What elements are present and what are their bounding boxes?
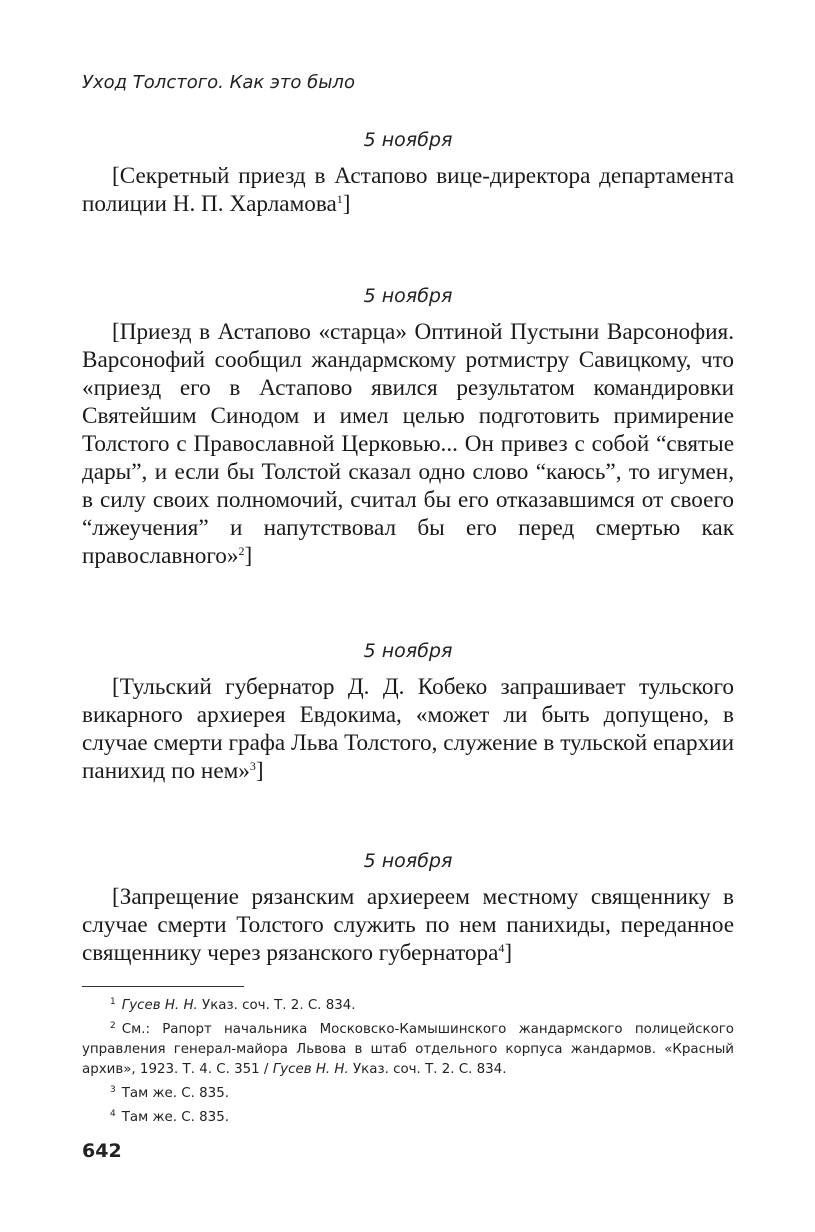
entry-date: 5 ноября xyxy=(363,850,453,872)
entry-tail: ] xyxy=(244,543,253,569)
footnote-text: См.: Рапорт начальника Московско-Камышинского жандармского полицейского управления генерал-майора Львова в штаб отдельного корпуса жандармов. «Красный архив», 1923. Т. 4. С. 351 / xyxy=(82,1022,734,1077)
entry-text xyxy=(82,162,734,218)
footnote-number: 3 xyxy=(110,1085,116,1095)
footnote-text: Там же. С. 835. xyxy=(121,1086,229,1101)
entry-body: [Приезд в Астапово «старца» Оптиной Пустыни Варсонофия. Варсонофий сообщил жандармскому ротмистру Савицкому, что «приезд его в Астапово явился результатом командировки Святейшим Синодом и имел целью подготовить примирение Толстого с Православной Церковью... Он привез с собой “святые дары”, и если бы Толстой сказал одно слово “каюсь”, то игумен, в силу своих полномочий, считал бы его отказавшимся от своего “лжеучения” и напутствовал бы его перед смертью как православного» xyxy=(82,319,734,569)
footnote-text: Указ. соч. Т. 2. С. 834. xyxy=(348,1062,507,1077)
entry-4 xyxy=(82,847,734,967)
footnote-item xyxy=(82,1084,734,1104)
footnote-item xyxy=(82,1020,734,1080)
footnote-item xyxy=(82,996,734,1016)
entry-text xyxy=(82,883,734,967)
page-number: 642 xyxy=(82,1140,122,1162)
entry-1 xyxy=(82,126,734,218)
entry-tail: ] xyxy=(342,191,351,217)
entry-date: 5 ноября xyxy=(363,129,453,151)
entry-tail: ] xyxy=(255,758,264,784)
footnote-number: 2 xyxy=(110,1021,116,1031)
footnote-text: Указ. соч. Т. 2. С. 834. xyxy=(197,998,356,1013)
footnote-ref[interactable]: 2 xyxy=(238,544,245,558)
footnote-author: Гусев Н. Н. xyxy=(272,1062,349,1077)
footnote-text: Там же. С. 835. xyxy=(121,1110,229,1125)
entry-body: [Тульский губернатор Д. Д. Кобеко запрашивает тульского викарного архиерея Евдокима, «может ли быть допущено, в случае смерти графа Льва Толстого, служение в тульской епархии панихид по нем» xyxy=(82,674,734,784)
entry-text xyxy=(82,318,734,570)
entry-date: 5 ноября xyxy=(363,285,453,307)
running-head: Уход Толстого. Как это было xyxy=(82,72,355,93)
footnote-ref[interactable]: 4 xyxy=(498,941,505,955)
entry-body: [Секретный приезд в Астапово вице-директора департамента полиции Н. П. Харламова xyxy=(82,163,734,217)
footnote-number: 1 xyxy=(110,997,116,1007)
footnote-item xyxy=(82,1108,734,1128)
footnote-number: 4 xyxy=(110,1109,116,1119)
footnote-ref[interactable]: 3 xyxy=(249,759,256,773)
entry-2 xyxy=(82,282,734,570)
entry-3 xyxy=(82,637,734,785)
footnote-ref[interactable]: 1 xyxy=(336,192,343,206)
entry-tail: ] xyxy=(504,940,513,966)
entry-body: [Запрещение рязанским архиереем местному священнику в случае смерти Толстого служить по нем панихиды, переданное священнику через рязанского губернатора xyxy=(82,884,734,966)
entry-text xyxy=(82,673,734,785)
footnotes xyxy=(82,996,734,1132)
footnote-divider xyxy=(82,986,244,987)
entry-date: 5 ноября xyxy=(363,640,453,662)
footnote-author: Гусев Н. Н. xyxy=(121,998,198,1013)
